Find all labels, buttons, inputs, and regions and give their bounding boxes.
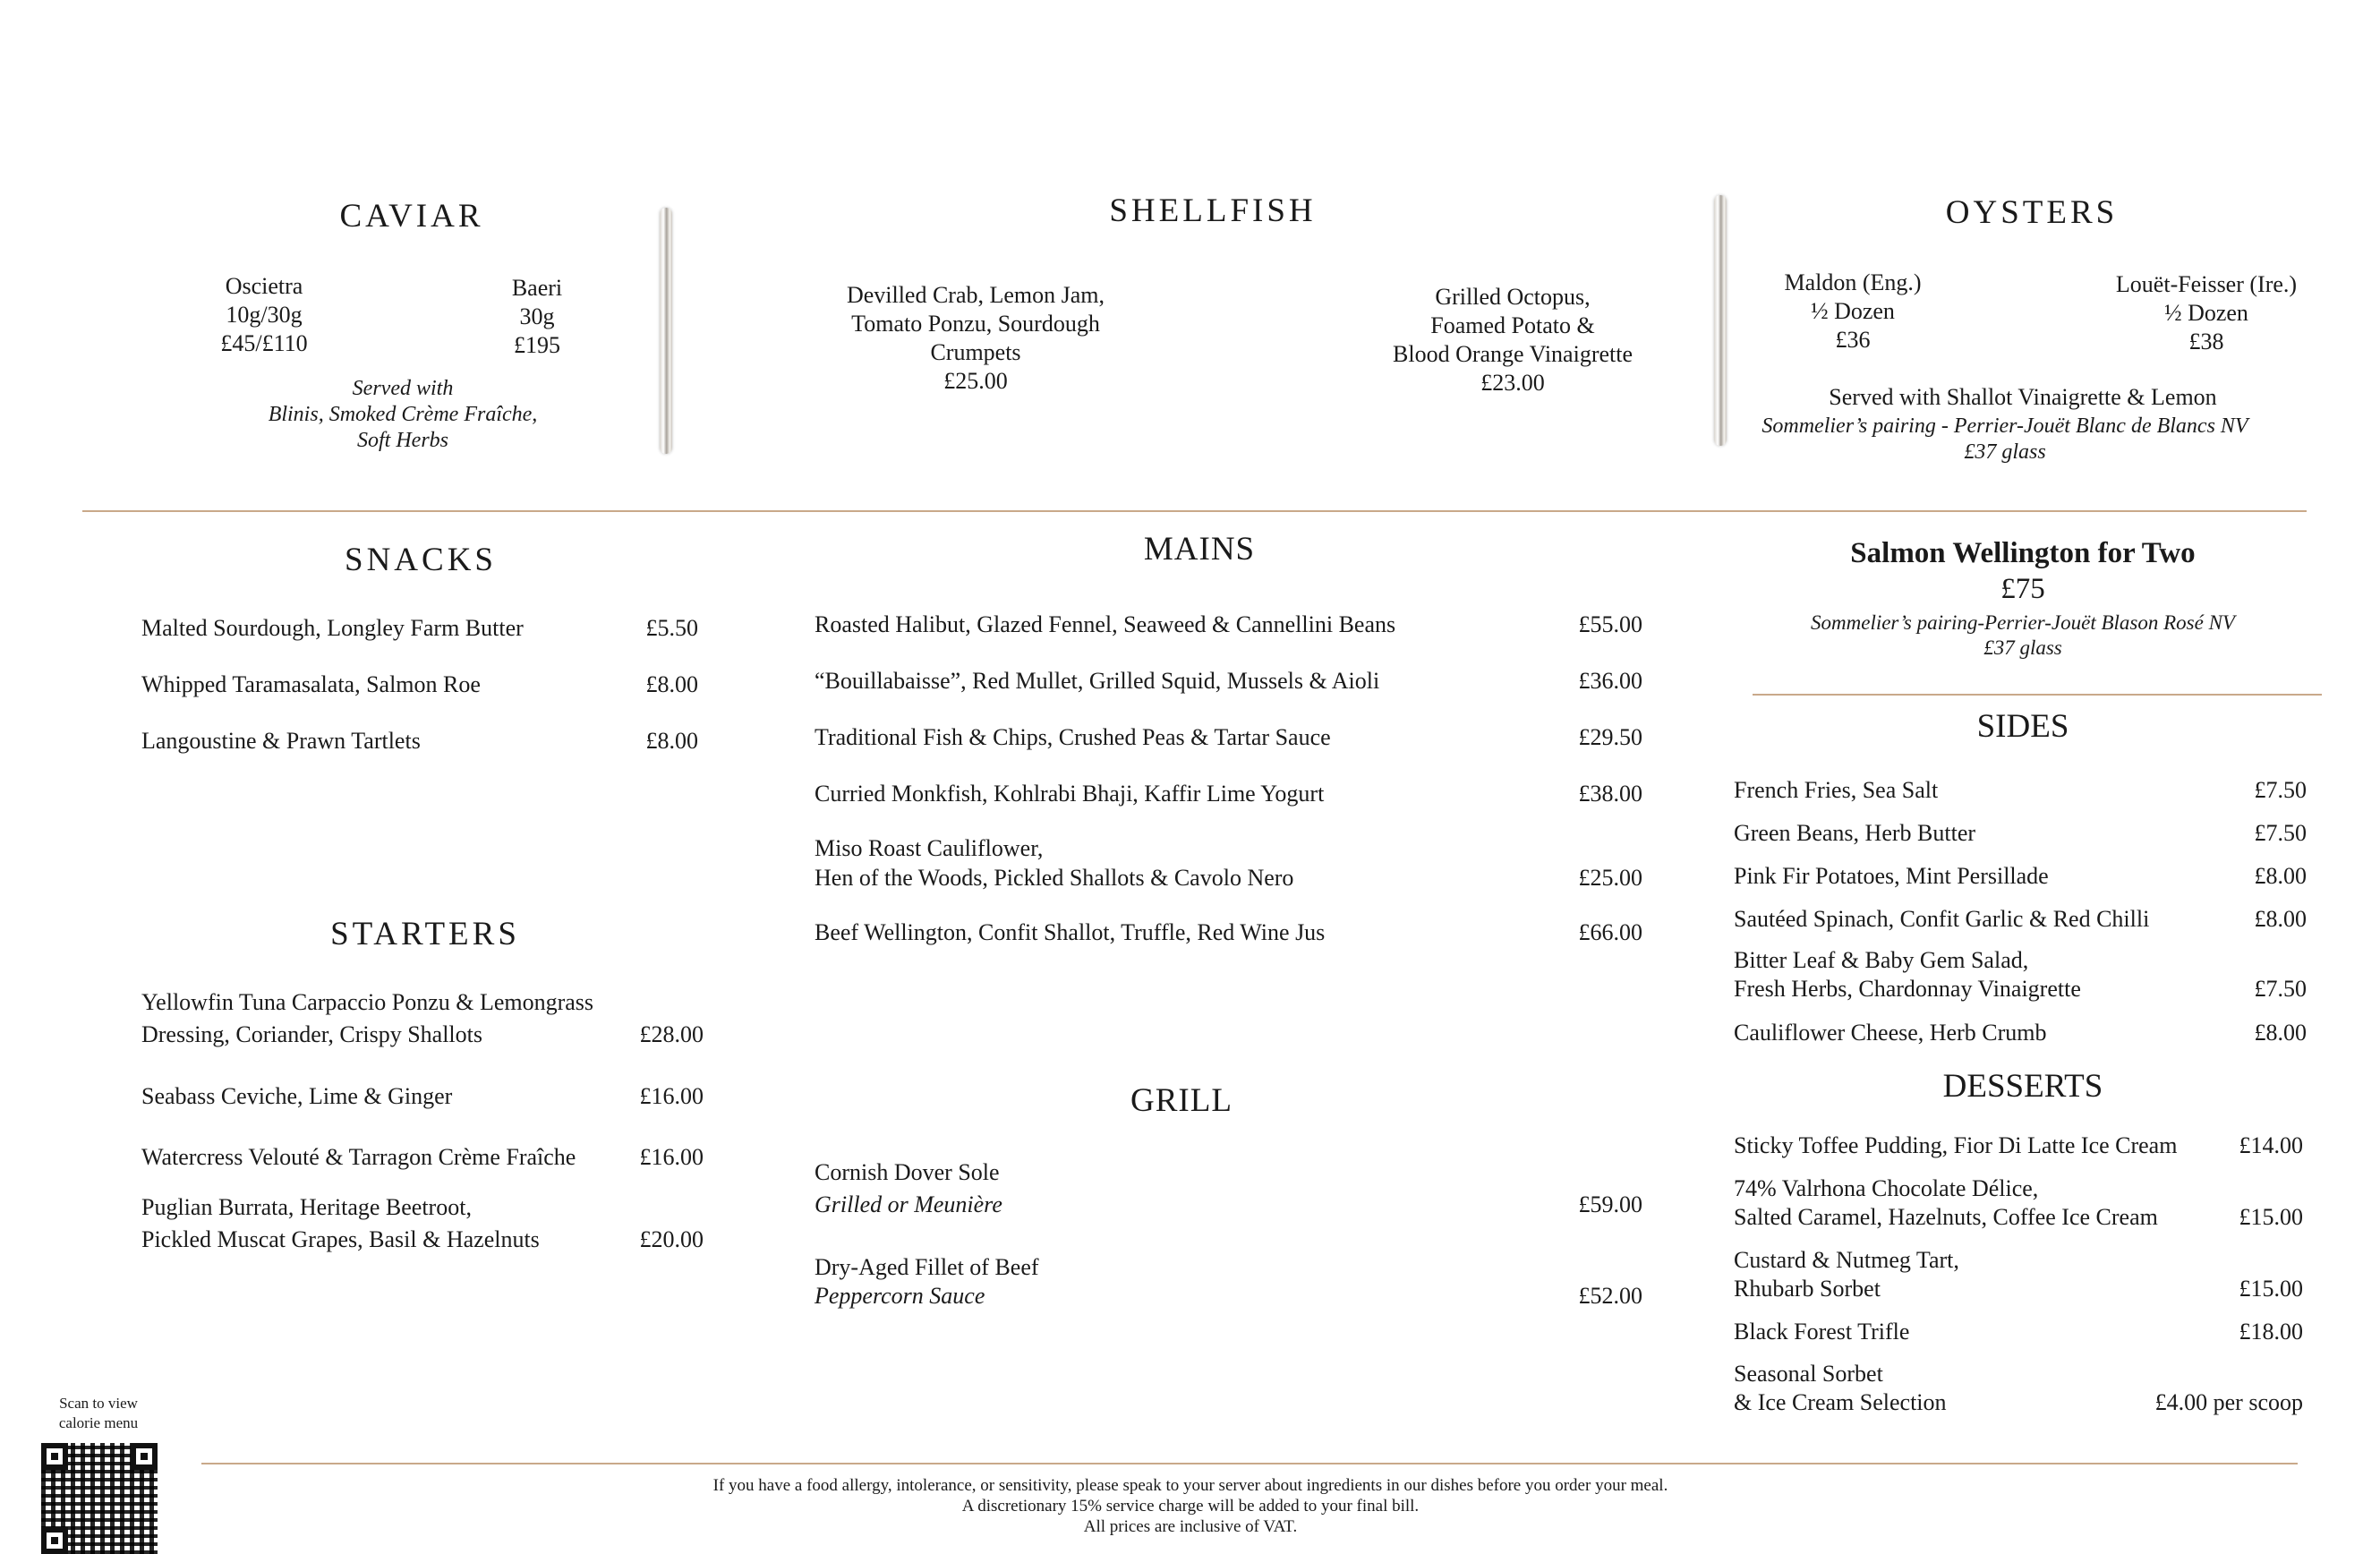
footer-line: If you have a food allergy, intolerance, or sensitivity, please speak to your server about ingredients in our dishes before you order your meal.: [712, 1476, 1668, 1495]
starters-item: [141, 1193, 704, 1256]
sides-item-line2: Fresh Herbs, Chardonnay Vinaigrette: [1734, 976, 2081, 1002]
oyster-item-maldon: [1745, 269, 1960, 354]
shellfish-item-line: Foamed Potato &: [1430, 312, 1595, 338]
oyster-item-qty: ½ Dozen: [2164, 300, 2248, 326]
caviar-item-price: £195: [514, 332, 560, 358]
starters-item-price: £16.00: [639, 1144, 704, 1170]
snacks-item-price: £5.50: [645, 615, 698, 641]
mains-item-line1: “Bouillabaisse”, Red Mullet, Grilled Squid, Mussels & Aioli: [815, 668, 1380, 694]
desserts-item-line2: Salted Caramel, Hazelnuts, Coffee Ice Cream: [1734, 1204, 2158, 1230]
sides-item-price: £8.00: [2254, 863, 2307, 889]
special-price: £75: [2000, 573, 2045, 605]
oysters-served-with: Served with Shallot Vinaigrette & Lemon: [1829, 384, 2217, 410]
special-pairing: Sommelier’s pairing-Perrier-Jouët Blason Rosé NV: [1811, 611, 2235, 634]
grill-item-line1: Dry-Aged Fillet of Beef: [815, 1254, 1039, 1280]
sides-item-price: £8.00: [2254, 1020, 2307, 1046]
footer-line: A discretionary 15% service charge will be added to your final bill.: [961, 1497, 1420, 1516]
vertical-divider-right: [1714, 195, 1727, 446]
snacks-item-name: Malted Sourdough, Longley Farm Butter: [141, 615, 524, 641]
starters-item-line2: Dressing, Coriander, Crispy Shallots: [141, 1021, 482, 1047]
special-title: Salmon Wellington for Two: [1850, 537, 2196, 569]
oysters-pairing-price: £37 glass: [1964, 440, 2046, 464]
oyster-item-price: £36: [1835, 327, 1871, 353]
shellfish-item-line: Devilled Crab, Lemon Jam,: [846, 282, 1105, 308]
desserts-item-line1: Seasonal Sorbet: [1734, 1361, 1883, 1387]
mains-item-price: £66.00: [1578, 919, 1642, 945]
qr-finder-icon: [41, 1527, 68, 1554]
shellfish-item-line: Blood Orange Vinaigrette: [1393, 341, 1633, 367]
starters-item-line1: Puglian Burrata, Heritage Beetroot,: [141, 1194, 472, 1220]
mains-item-price: £29.50: [1578, 724, 1642, 750]
sides-item-line1: Pink Fir Potatoes, Mint Persillade: [1734, 863, 2049, 889]
oyster-item-louet-feisser: [2086, 270, 2327, 356]
footer-divider: [201, 1463, 2298, 1464]
special-pairing-price: £37 glass: [1983, 636, 2062, 659]
mains-item-line1: Miso Roast Cauliflower,: [815, 835, 1044, 861]
caviar-item-weight: 10g/30g: [226, 302, 303, 328]
starters-heading: STARTERS: [330, 916, 520, 952]
desserts-item-price: £14.00: [2239, 1132, 2303, 1158]
desserts-item-price: £4.00 per scoop: [2154, 1389, 2303, 1415]
mains-heading: MAINS: [1143, 531, 1256, 568]
caviar-served-line: Served with: [352, 377, 454, 400]
sides-heading: SIDES: [1976, 708, 2069, 745]
qr-caption: [27, 1394, 170, 1433]
grill-item-line1: Cornish Dover Sole: [815, 1159, 1000, 1185]
shellfish-item-crab: [810, 281, 1141, 396]
grill-item: [815, 1158, 1642, 1221]
mains-item-line1: Curried Monkfish, Kohlrabi Bhaji, Kaffir Lime Yogurt: [815, 781, 1325, 807]
mains-item-price: £36.00: [1578, 668, 1642, 694]
sides-item-price: £7.50: [2254, 976, 2307, 1002]
mains-item-price: £55.00: [1578, 611, 1642, 637]
mains-item-price: £25.00: [1578, 865, 1642, 891]
sides-item-line1: Cauliflower Cheese, Herb Crumb: [1734, 1020, 2047, 1046]
mains-item-line1: Traditional Fish & Chips, Crushed Peas & Tartar Sauce: [815, 724, 1331, 750]
caviar-heading: CAVIAR: [339, 198, 484, 235]
desserts-item-line2: Rhubarb Sorbet: [1734, 1276, 1881, 1302]
oyster-item-name: Louët-Feisser (Ire.): [2115, 271, 2298, 297]
caviar-served-line: Soft Herbs: [357, 429, 448, 452]
snacks-heading: SNACKS: [345, 542, 497, 578]
qr-caption-line: calorie menu: [58, 1414, 139, 1431]
caviar-item-weight: 30g: [519, 303, 555, 329]
grill-heading: GRILL: [1130, 1082, 1233, 1119]
starters-item: [141, 988, 704, 1051]
shellfish-item-line: Crumpets: [930, 339, 1021, 365]
sides-item: [1734, 946, 2307, 1005]
sides-item-line1: French Fries, Sea Salt: [1734, 777, 1939, 803]
mains-item-price: £38.00: [1578, 781, 1642, 807]
snacks-item-price: £8.00: [645, 728, 698, 754]
shellfish-item-line: Tomato Ponzu, Sourdough: [851, 311, 1100, 337]
desserts-item: [1734, 1246, 2303, 1305]
starters-item-line1: Seabass Ceviche, Lime & Ginger: [141, 1083, 453, 1109]
oysters-pairing: Sommelier’s pairing - Perrier-Jouët Blanc de Blancs NV: [1762, 414, 2248, 438]
grill-item-price: £52.00: [1578, 1283, 1642, 1309]
oysters-heading: OYSTERS: [1945, 194, 2119, 231]
snacks-item-name: Whipped Taramasalata, Salmon Roe: [141, 671, 481, 697]
desserts-item-line1: Black Forest Trifle: [1734, 1319, 1910, 1345]
starters-item-price: £20.00: [639, 1226, 704, 1252]
snacks-item-name: Langoustine & Prawn Tartlets: [141, 728, 421, 754]
mains-item-line1: Beef Wellington, Confit Shallot, Truffle, Red Wine Jus: [815, 919, 1326, 945]
caviar-item-price: £45/£110: [220, 330, 308, 356]
sides-item-price: £8.00: [2254, 906, 2307, 932]
sides-item-line1: Green Beans, Herb Butter: [1734, 820, 1976, 846]
caviar-item-oscietra: [179, 272, 349, 358]
sides-item-price: £7.50: [2254, 777, 2307, 803]
caviar-served-with: [224, 376, 582, 454]
grill-item: [815, 1253, 1642, 1316]
grill-item-line2: Peppercorn Sauce: [815, 1283, 985, 1309]
mains-item-line2: Hen of the Woods, Pickled Shallots & Cavolo Nero: [815, 865, 1294, 891]
caviar-item-name: Baeri: [511, 275, 563, 301]
shellfish-item-octopus: [1352, 283, 1674, 397]
starters-item-line1: Yellowfin Tuna Carpaccio Ponzu & Lemongrass: [141, 989, 594, 1015]
desserts-item-price: £15.00: [2239, 1276, 2303, 1302]
mains-item: [815, 834, 1642, 897]
qr-finder-icon: [131, 1443, 158, 1470]
oyster-item-qty: ½ Dozen: [1811, 298, 1895, 324]
desserts-item-line2: & Ice Cream Selection: [1734, 1389, 1947, 1415]
desserts-item-line1: Sticky Toffee Pudding, Fior Di Latte Ice Cream: [1734, 1132, 2178, 1158]
oyster-item-price: £38: [2188, 329, 2224, 354]
caviar-served-line: Blinis, Smoked Crème Fraîche,: [268, 403, 538, 426]
mains-item-line1: Roasted Halibut, Glazed Fennel, Seaweed & Cannellini Beans: [815, 611, 1396, 637]
qr-finder-icon: [41, 1443, 68, 1470]
footer-notice: [448, 1475, 1933, 1537]
sides-item-line1: Bitter Leaf & Baby Gem Salad,: [1734, 947, 2029, 973]
desserts-item-price: £15.00: [2239, 1204, 2303, 1230]
shellfish-item-line: Grilled Octopus,: [1435, 284, 1591, 310]
sides-item-price: £7.50: [2254, 820, 2307, 846]
starters-item-price: £28.00: [639, 1021, 704, 1047]
top-section-divider: [82, 510, 2307, 512]
shellfish-heading: SHELLFISH: [1109, 192, 1317, 229]
caviar-item-baeri: [452, 274, 622, 360]
special-divider: [1753, 694, 2322, 696]
qr-caption-line: Scan to view: [59, 1395, 138, 1412]
desserts-item: [1734, 1174, 2303, 1234]
desserts-heading: DESSERTS: [1942, 1068, 2103, 1105]
qr-code[interactable]: [41, 1443, 158, 1554]
caviar-item-name: Oscietra: [225, 273, 303, 299]
desserts-item-line1: Custard & Nutmeg Tart,: [1734, 1247, 1959, 1273]
shellfish-item-price: £25.00: [943, 368, 1008, 394]
sides-item-line1: Sautéed Spinach, Confit Garlic & Red Chilli: [1734, 906, 2150, 932]
desserts-item: [1734, 1360, 2303, 1419]
snacks-item-price: £8.00: [645, 671, 698, 697]
vertical-divider-left: [660, 208, 672, 454]
grill-item-line2: Grilled or Meunière: [815, 1191, 1002, 1217]
desserts-item-price: £18.00: [2239, 1319, 2303, 1345]
grill-item-price: £59.00: [1578, 1191, 1642, 1217]
starters-item-price: £16.00: [639, 1083, 704, 1109]
starters-item-line2: Pickled Muscat Grapes, Basil & Hazelnuts: [141, 1226, 540, 1252]
desserts-item-line1: 74% Valrhona Chocolate Délice,: [1734, 1175, 2039, 1201]
starters-item-line1: Watercress Velouté & Tarragon Crème Fraîche: [141, 1144, 576, 1170]
shellfish-item-price: £23.00: [1480, 370, 1545, 396]
oyster-item-name: Maldon (Eng.): [1784, 269, 1922, 295]
footer-line: All prices are inclusive of VAT.: [1083, 1517, 1298, 1536]
